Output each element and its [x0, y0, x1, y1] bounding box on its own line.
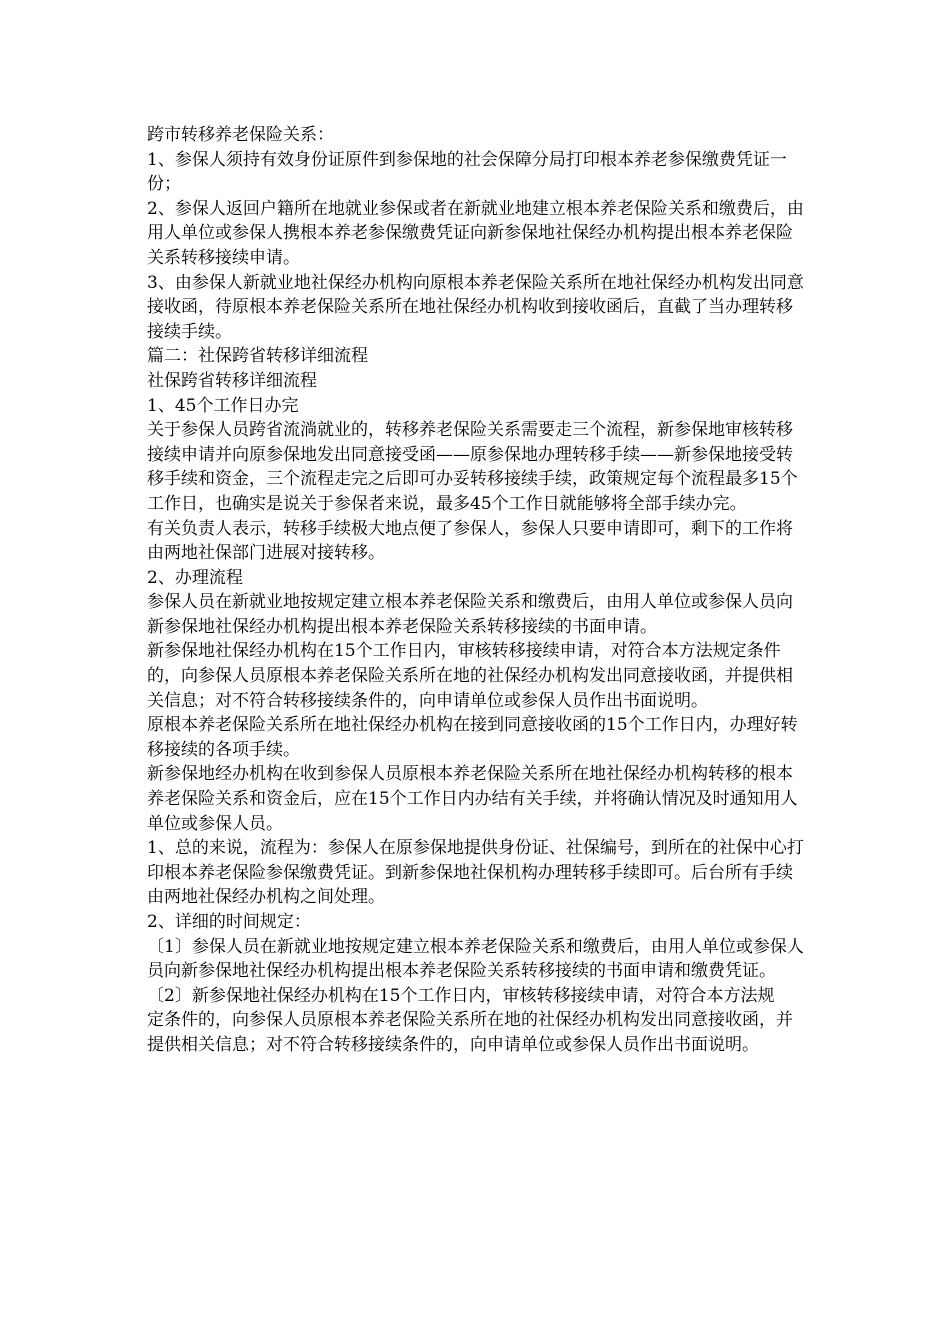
paragraph: 新参保地社保经办机构在15个工作日内，审核转移接续申请，对符合本方法规定条件的，向参保人员原根本养老保险关系所在地的社保经办机构发出同意接收函，并提供相关信息；对不符合转移接续条件的，向申请单位或参保人员作出书面说明。 — [147, 641, 793, 711]
paragraph: 1、45个工作日办完 — [147, 395, 299, 416]
paragraph: 3、由参保人新就业地社保经办机构向原根本养老保险关系所在地社保经办机构发出同意接收函，待原根本养老保险关系所在地社保经办机构收到接收函后，直截了当办理转移接续手续。 — [147, 272, 804, 342]
paragraph: 有关负责人表示，转移手续极大地点便了参保人，参保人只要申请即可，剩下的工作将由两地社保部门进展对接转移。 — [147, 518, 793, 564]
paragraph-subtitle: 社保跨省转移详细流程 — [147, 370, 317, 391]
paragraph: 1、总的来说，流程为：参保人在原参保地提供身份证、社保编号，到所在的社保中心打印根本养老保险参保缴费凭证。到新参保地社保机构办理转移手续即可。后台所有手续由两地社保经办机构之间处理。 — [147, 838, 804, 908]
paragraph: 参保人员在新就业地按规定建立根本养老保险关系和缴费后，由用人单位或参保人员向新参保地社保经办机构提出根本养老保险关系转移接续的书面申请。 — [147, 592, 793, 637]
paragraph: 2、办理流程 — [147, 567, 243, 588]
paragraph: 2、详细的时间规定： — [147, 912, 311, 932]
paragraph: 新参保地经办机构在收到参保人员原根本养老保险关系所在地社保经办机构转移的根本养老保险关系和资金后，应在15个工作日内办结有关手续，并将确认情况及时通知用人单位或参保人员。 — [147, 764, 798, 834]
document-body — [147, 123, 807, 1058]
paragraph: 原根本养老保险关系所在地社保经办机构在接到同意接收函的15个工作日内，办理好转移接续的各项手续。 — [147, 715, 798, 760]
paragraph-heading-cross-city: 跨市转移养老保险关系： — [147, 125, 334, 145]
paragraph: 1、参保人须持有效身份证原件到参保地的社会保障分局打印根本养老参保缴费凭证一份； — [147, 149, 787, 195]
paragraph: 2、参保人返回户籍所在地就业参保或者在新就业地建立根本养老保险关系和缴费后，由用人单位或参保人携根本养老参保缴费凭证向新参保地社保经办机构提出根本养老保险关系转移接续申请。 — [147, 198, 804, 268]
paragraph: 〔1〕参保人员在新就业地按规定建立根本养老保险关系和缴费后，由用人单位或参保人员向新参保地社保经办机构提出根本养老保险关系转移接续的书面申请和缴费凭证。 — [147, 936, 804, 982]
paragraph: 定条件的，向参保人员原根本养老保险关系所在地的社保经办机构发出同意接收函，并提供相关信息；对不符合转移接续条件的，向申请单位或参保人员作出书面说明。 — [147, 1010, 793, 1055]
paragraph-section-title: 篇二：社保跨省转移详细流程 — [147, 346, 368, 367]
paragraph: 〔2〕新参保地社保经办机构在15个工作日内，审核转移接续申请，对符合本方法规 — [147, 985, 775, 1006]
paragraph: 关于参保人员跨省流淌就业的，转移养老保险关系需要走三个流程，新参保地审核转移接续申请并向原参保地发出同意接受函——原参保地办理转移手续——新参保地接受转移手续和资金，三个流程走完之后即可办妥转移接续手续，政策规定每个流程最多15个工作日，也确实是说关于参保者来说，最多45个工作日就能够将全部手续办完。 — [147, 420, 798, 514]
